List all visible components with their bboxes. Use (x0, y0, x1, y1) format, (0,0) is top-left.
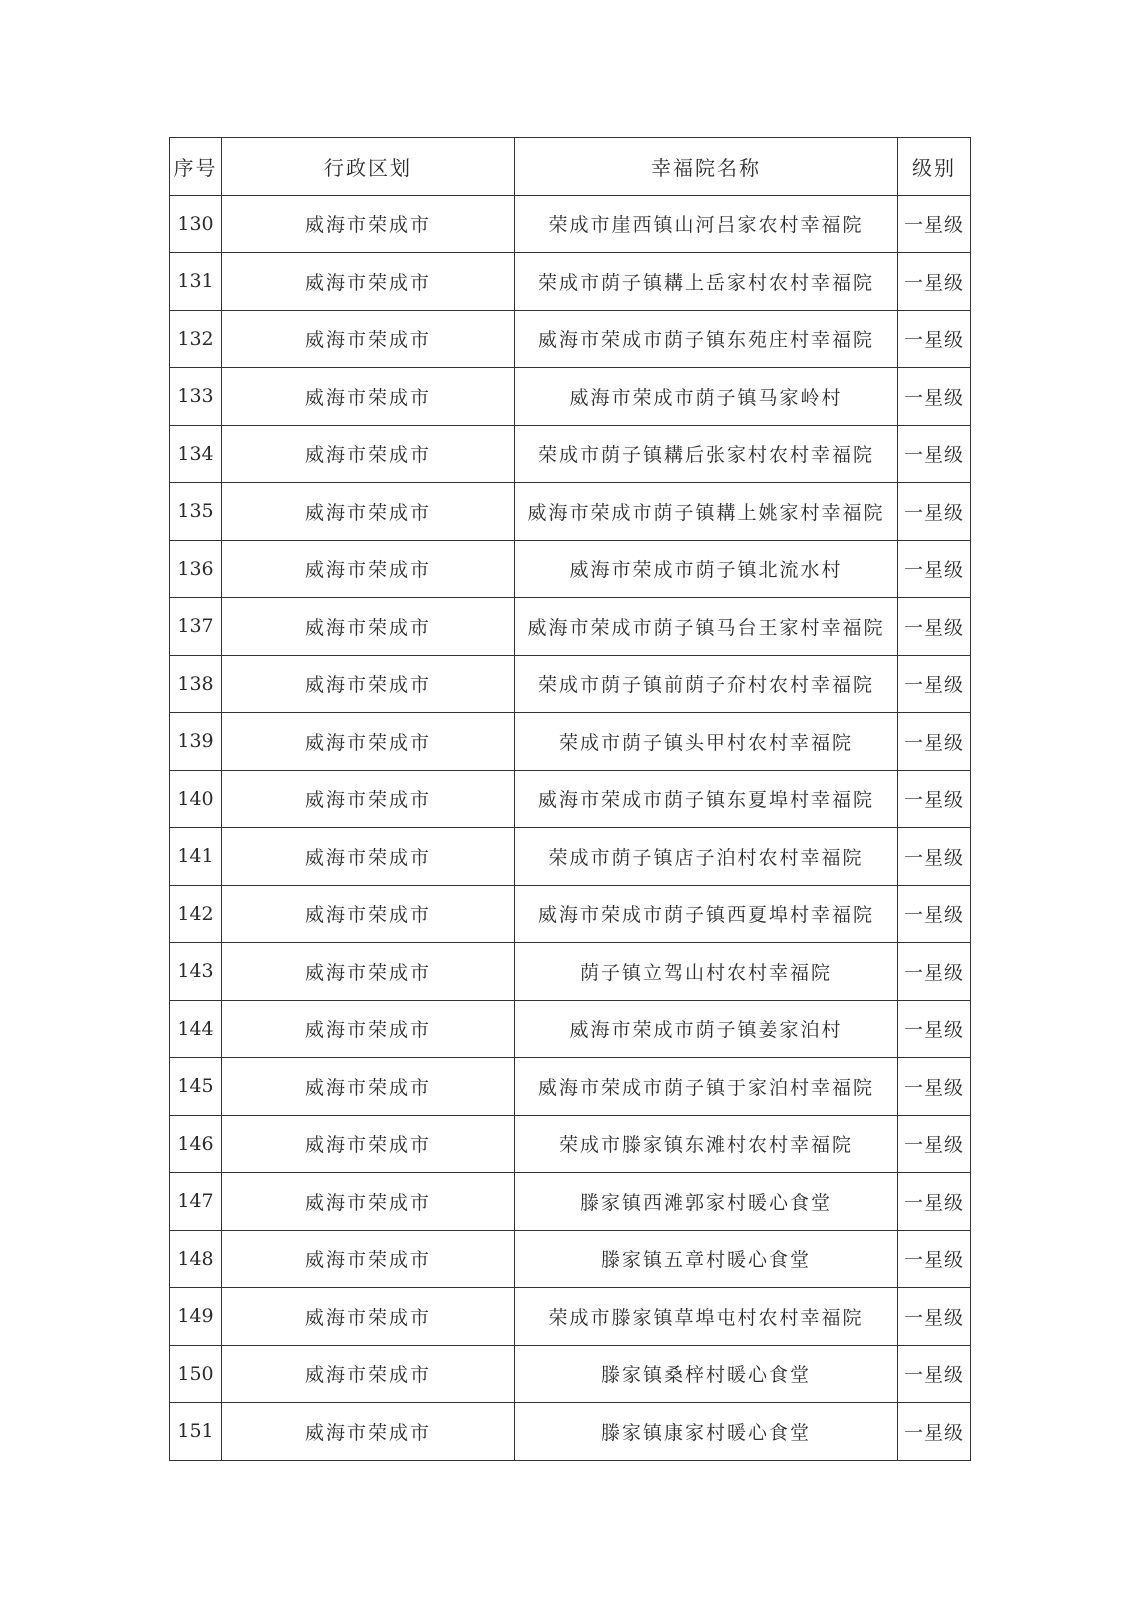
table-row (170, 1403, 971, 1461)
table-row (170, 195, 971, 253)
cell-name: 滕家镇康家村暖心食堂 (515, 1403, 898, 1461)
cell-name: 荣成市崖西镇山河吕家农村幸福院 (515, 195, 898, 253)
cell-level: 一星级 (898, 368, 971, 426)
cell-level: 一星级 (898, 195, 971, 253)
table-row (170, 598, 971, 656)
cell-level: 一星级 (898, 1173, 971, 1231)
cell-name: 威海市荣成市荫子镇马家岭村 (515, 368, 898, 426)
table-row (170, 713, 971, 771)
table-body (170, 195, 971, 1460)
cell-region: 威海市荣成市 (222, 1230, 515, 1288)
cell-seq: 130 (170, 195, 222, 253)
cell-region: 威海市荣成市 (222, 368, 515, 426)
table-row (170, 310, 971, 368)
cell-seq: 147 (170, 1173, 222, 1231)
table-row (170, 1173, 971, 1231)
table-row (170, 1288, 971, 1346)
cell-region: 威海市荣成市 (222, 655, 515, 713)
cell-region: 威海市荣成市 (222, 713, 515, 771)
cell-name: 威海市荣成市荫子镇西夏埠村幸福院 (515, 885, 898, 943)
cell-name: 荣成市荫子镇前荫子夼村农村幸福院 (515, 655, 898, 713)
cell-region: 威海市荣成市 (222, 1288, 515, 1346)
cell-seq: 146 (170, 1115, 222, 1173)
cell-seq: 140 (170, 770, 222, 828)
cell-region: 威海市荣成市 (222, 310, 515, 368)
cell-region: 威海市荣成市 (222, 1403, 515, 1461)
cell-level: 一星级 (898, 1345, 971, 1403)
cell-level: 一星级 (898, 1000, 971, 1058)
cell-level: 一星级 (898, 713, 971, 771)
cell-region: 威海市荣成市 (222, 425, 515, 483)
header-level: 级别 (898, 138, 971, 196)
cell-name: 威海市荣成市荫子镇姜家泊村 (515, 1000, 898, 1058)
cell-level: 一星级 (898, 655, 971, 713)
header-name: 幸福院名称 (515, 138, 898, 196)
cell-region: 威海市荣成市 (222, 770, 515, 828)
table-row (170, 425, 971, 483)
cell-seq: 135 (170, 483, 222, 541)
cell-region: 威海市荣成市 (222, 1058, 515, 1116)
cell-level: 一星级 (898, 1115, 971, 1173)
cell-seq: 136 (170, 540, 222, 598)
cell-seq: 143 (170, 943, 222, 1001)
cell-name: 威海市荣成市荫子镇北流水村 (515, 540, 898, 598)
table-row (170, 655, 971, 713)
cell-region: 威海市荣成市 (222, 1345, 515, 1403)
cell-name: 荣成市荫子镇耩后张家村农村幸福院 (515, 425, 898, 483)
cell-seq: 150 (170, 1345, 222, 1403)
table-row (170, 1345, 971, 1403)
welfare-home-table (169, 137, 971, 1461)
cell-name: 荫子镇立驾山村农村幸福院 (515, 943, 898, 1001)
table-row (170, 368, 971, 426)
cell-seq: 133 (170, 368, 222, 426)
table-row (170, 253, 971, 311)
cell-seq: 137 (170, 598, 222, 656)
cell-region: 威海市荣成市 (222, 1115, 515, 1173)
cell-name: 威海市荣成市荫子镇耩上姚家村幸福院 (515, 483, 898, 541)
cell-name: 荣成市荫子镇头甲村农村幸福院 (515, 713, 898, 771)
table-row (170, 1000, 971, 1058)
cell-seq: 131 (170, 253, 222, 311)
cell-seq: 139 (170, 713, 222, 771)
cell-region: 威海市荣成市 (222, 540, 515, 598)
table-header-row (170, 138, 971, 196)
cell-level: 一星级 (898, 310, 971, 368)
cell-region: 威海市荣成市 (222, 828, 515, 886)
cell-name: 滕家镇五章村暖心食堂 (515, 1230, 898, 1288)
cell-region: 威海市荣成市 (222, 943, 515, 1001)
cell-seq: 148 (170, 1230, 222, 1288)
cell-seq: 142 (170, 885, 222, 943)
table-row (170, 828, 971, 886)
cell-region: 威海市荣成市 (222, 195, 515, 253)
cell-name: 荣成市荫子镇耩上岳家村农村幸福院 (515, 253, 898, 311)
cell-seq: 138 (170, 655, 222, 713)
table-row (170, 1115, 971, 1173)
cell-level: 一星级 (898, 828, 971, 886)
cell-name: 荣成市滕家镇草埠屯村农村幸福院 (515, 1288, 898, 1346)
cell-name: 滕家镇桑梓村暖心食堂 (515, 1345, 898, 1403)
cell-name: 威海市荣成市荫子镇东苑庄村幸福院 (515, 310, 898, 368)
cell-seq: 149 (170, 1288, 222, 1346)
cell-seq: 134 (170, 425, 222, 483)
cell-region: 威海市荣成市 (222, 1173, 515, 1231)
table-row (170, 1230, 971, 1288)
header-region: 行政区划 (222, 138, 515, 196)
cell-level: 一星级 (898, 1403, 971, 1461)
table-row (170, 943, 971, 1001)
table-row (170, 540, 971, 598)
cell-level: 一星级 (898, 1058, 971, 1116)
cell-name: 荣成市荫子镇店子泊村农村幸福院 (515, 828, 898, 886)
cell-level: 一星级 (898, 253, 971, 311)
cell-name: 威海市荣成市荫子镇于家泊村幸福院 (515, 1058, 898, 1116)
cell-level: 一星级 (898, 770, 971, 828)
cell-seq: 132 (170, 310, 222, 368)
cell-seq: 141 (170, 828, 222, 886)
cell-region: 威海市荣成市 (222, 483, 515, 541)
cell-level: 一星级 (898, 598, 971, 656)
cell-seq: 145 (170, 1058, 222, 1116)
table-row (170, 885, 971, 943)
cell-level: 一星级 (898, 943, 971, 1001)
cell-level: 一星级 (898, 1288, 971, 1346)
cell-region: 威海市荣成市 (222, 253, 515, 311)
cell-seq: 144 (170, 1000, 222, 1058)
header-seq: 序号 (170, 138, 222, 196)
cell-region: 威海市荣成市 (222, 885, 515, 943)
table-row (170, 483, 971, 541)
cell-level: 一星级 (898, 483, 971, 541)
cell-name: 威海市荣成市荫子镇马台王家村幸福院 (515, 598, 898, 656)
cell-seq: 151 (170, 1403, 222, 1461)
cell-level: 一星级 (898, 425, 971, 483)
cell-region: 威海市荣成市 (222, 598, 515, 656)
cell-level: 一星级 (898, 540, 971, 598)
cell-name: 荣成市滕家镇东滩村农村幸福院 (515, 1115, 898, 1173)
table-row (170, 1058, 971, 1116)
cell-region: 威海市荣成市 (222, 1000, 515, 1058)
table-row (170, 770, 971, 828)
cell-name: 威海市荣成市荫子镇东夏埠村幸福院 (515, 770, 898, 828)
cell-level: 一星级 (898, 1230, 971, 1288)
cell-name: 滕家镇西滩郭家村暖心食堂 (515, 1173, 898, 1231)
cell-level: 一星级 (898, 885, 971, 943)
